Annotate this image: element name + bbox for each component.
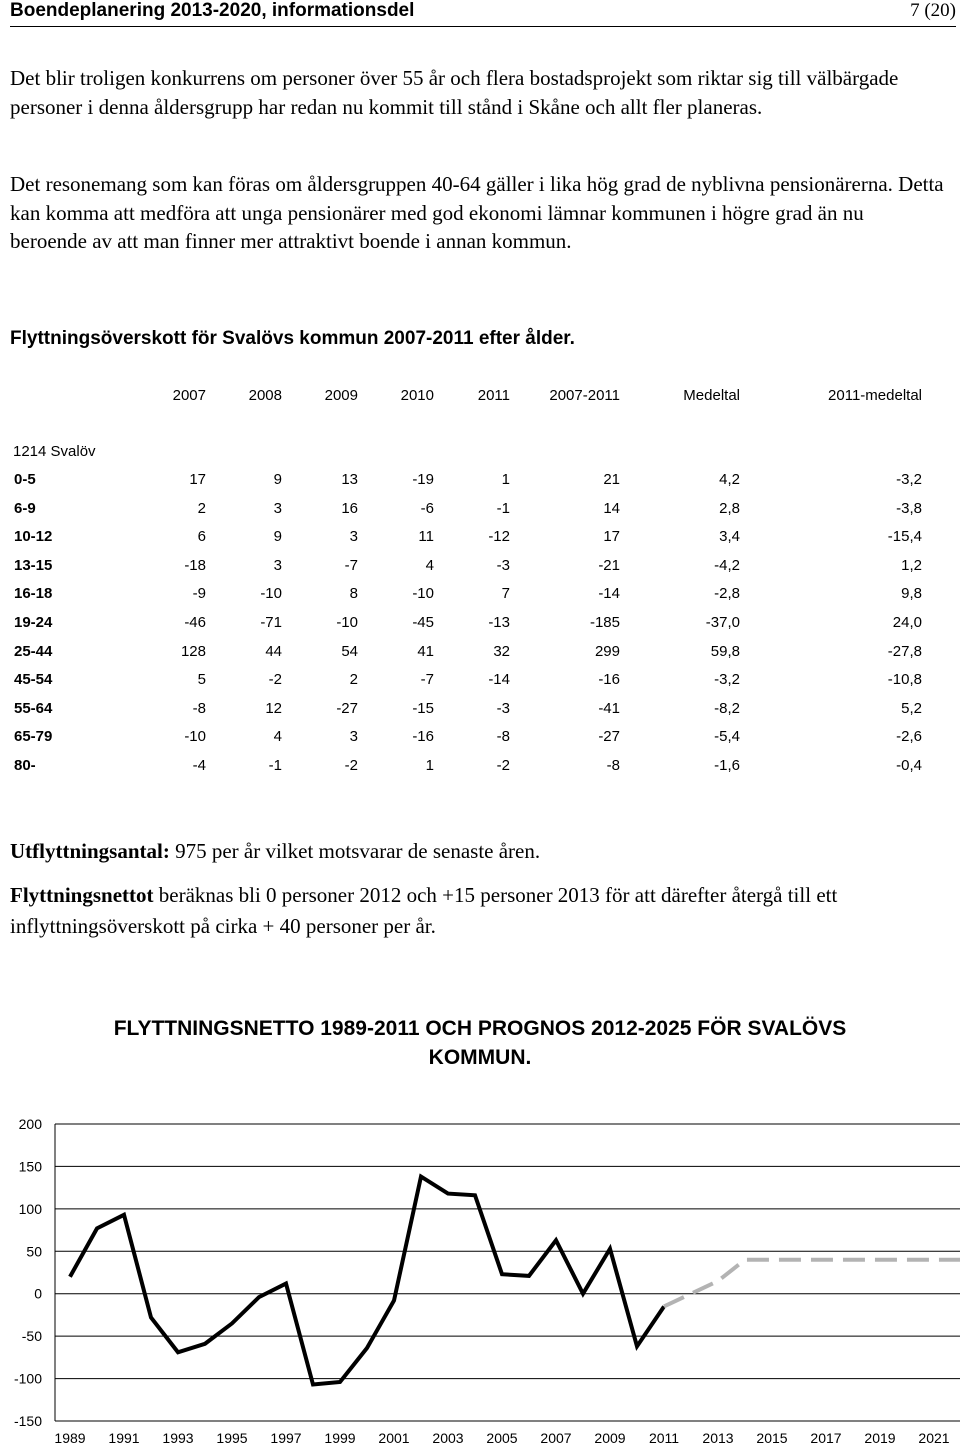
- x-tick-label: 2013: [702, 1430, 734, 1446]
- table-cell: -8: [192, 699, 206, 717]
- x-tick-label: 2005: [486, 1430, 518, 1446]
- table-row: [10, 585, 956, 605]
- table-cell: 2: [197, 499, 206, 517]
- table-cell: 24,0: [892, 614, 922, 631]
- table-cell: -4,2: [714, 556, 740, 574]
- x-tick-label: 1993: [162, 1430, 194, 1446]
- migration-line-chart: [0, 1100, 960, 1450]
- table-row: [10, 528, 956, 548]
- age-group-label: 13-15: [14, 556, 53, 574]
- table-cell: -10: [260, 585, 282, 603]
- table-cell: 6: [197, 528, 206, 546]
- table-cell: -27: [336, 699, 358, 717]
- table-row: [10, 671, 956, 691]
- table-title: Flyttningsöverskott för Svalövs kommun 2007-2011 efter ålder.: [10, 328, 575, 349]
- table-cell: -16: [412, 728, 434, 746]
- table-cell: 4: [273, 728, 282, 746]
- x-tick-label: 2009: [594, 1430, 626, 1446]
- table-cell: 11: [418, 528, 434, 546]
- x-tick-label: 1995: [216, 1430, 248, 1446]
- table-cell: 5,2: [901, 699, 922, 717]
- age-group-label: 10-12: [14, 528, 53, 546]
- column-header: Medeltal: [683, 387, 740, 404]
- table-cell: 13: [341, 471, 358, 488]
- table-cell: 2: [349, 671, 358, 689]
- table-cell: 9: [273, 471, 282, 488]
- age-group-label: 45-54: [14, 671, 53, 689]
- table-cell: 3: [349, 528, 358, 546]
- table-cell: -6: [420, 499, 434, 517]
- note-out-migration: [10, 836, 950, 867]
- column-header: 2011: [477, 387, 510, 404]
- age-group-label: 0-5: [14, 471, 36, 488]
- table-cell: -71: [260, 614, 282, 631]
- column-header: 2007: [172, 387, 206, 404]
- table-cell: 3: [273, 556, 282, 574]
- table-cell: -4: [192, 757, 206, 774]
- x-tick-label: 2007: [540, 1430, 572, 1446]
- column-header: 2007-2011: [549, 387, 620, 404]
- forecast-line: [664, 1260, 960, 1307]
- table-cell: -1: [268, 757, 282, 774]
- table-cell: 4,2: [719, 471, 740, 488]
- table-row: [10, 728, 956, 748]
- age-group-label: 19-24: [14, 614, 53, 631]
- table-cell: -15,4: [887, 528, 922, 546]
- table-cell: 14: [603, 499, 620, 517]
- x-tick-label: 1999: [324, 1430, 356, 1446]
- table-cell: -10,8: [887, 671, 922, 689]
- table-cell: -7: [420, 671, 434, 689]
- y-tick-label: 50: [26, 1243, 42, 1260]
- table-cell: 299: [594, 642, 620, 660]
- table-cell: -18: [184, 556, 206, 574]
- table-cell: -10: [412, 585, 434, 603]
- y-tick-label: 150: [18, 1158, 42, 1175]
- table-cell: -27: [598, 728, 620, 746]
- table-cell: -3,2: [714, 671, 740, 689]
- table-cell: 12: [265, 699, 282, 717]
- table-cell: -3: [496, 699, 510, 717]
- table-cell: 3: [349, 728, 358, 746]
- note-net-migration: [10, 880, 950, 942]
- table-cell: 9,8: [901, 585, 922, 603]
- table-cell: -3,8: [896, 499, 922, 517]
- table-cell: -14: [598, 585, 620, 603]
- x-tick-label: 2001: [378, 1430, 410, 1446]
- x-tick-label: 2015: [756, 1430, 788, 1446]
- table-cell: 8: [349, 585, 358, 603]
- x-tick-label: 2019: [864, 1430, 896, 1446]
- table-cell: -37,0: [705, 614, 740, 631]
- table-cell: -2: [268, 671, 282, 689]
- paragraph-competition: Det blir troligen konkurrens om personer över 55 år och flera bostadsprojekt som riktar sig till välbärgade personer i denna åldersgrupp har redan nu kommit till stånd i Skåne och allt fler planeras.: [10, 66, 899, 119]
- table-row: [10, 557, 956, 577]
- table-cell: -27,8: [887, 642, 922, 660]
- table-cell: -14: [488, 671, 510, 689]
- table-cell: 17: [189, 471, 206, 488]
- table-cell: -1: [496, 499, 510, 517]
- table-cell: -8,2: [714, 699, 740, 717]
- table-cell: 16: [341, 499, 358, 517]
- table-cell: -16: [598, 671, 620, 689]
- column-header: 2011-medeltal: [828, 387, 922, 404]
- table-cell: -19: [412, 471, 434, 488]
- table-cell: -0,4: [896, 757, 922, 774]
- table-cell: -5,4: [714, 728, 740, 746]
- table-cell: 44: [265, 642, 282, 660]
- y-tick-label: 0: [34, 1285, 42, 1302]
- y-tick-label: 100: [18, 1200, 42, 1217]
- table-cell: 7: [501, 585, 510, 603]
- x-tick-label: 2017: [810, 1430, 842, 1446]
- table-cell: 4: [425, 556, 434, 574]
- column-header: 2009: [324, 387, 358, 404]
- table-cell: 9: [273, 528, 282, 546]
- table-cell: -21: [598, 556, 620, 574]
- table-cell: 128: [180, 642, 206, 660]
- table-cell: -10: [336, 614, 358, 631]
- note-net-label: Flyttningsnettot: [10, 883, 154, 907]
- table-cell: -8: [606, 757, 620, 774]
- table-cell: -3: [496, 556, 510, 574]
- table-row: [10, 500, 956, 520]
- chart-title: FLYTTNINGSNETTO 1989-2011 OCH PROGNOS 2012-2025 FÖR SVALÖVS KOMMUN.: [113, 1017, 847, 1069]
- table-cell: -45: [412, 614, 434, 631]
- age-group-label: 55-64: [14, 699, 53, 717]
- table-cell: -12: [488, 528, 510, 546]
- table-cell: -8: [496, 728, 510, 746]
- table-row: [10, 643, 956, 663]
- page-header: [10, 0, 956, 27]
- age-group-label: 25-44: [14, 642, 53, 660]
- table-cell: 5: [197, 671, 206, 689]
- table-cell: 1: [501, 471, 510, 488]
- table-row: [10, 700, 956, 720]
- y-tick-label: -50: [21, 1328, 42, 1345]
- x-tick-label: 1997: [270, 1430, 302, 1446]
- table-cell: 21: [603, 471, 620, 488]
- table-cell: -13: [488, 614, 510, 631]
- table-cell: -3,2: [896, 471, 922, 488]
- age-group-label: 65-79: [14, 728, 53, 746]
- note-net-text: beräknas bli 0 personer 2012 och +15 personer 2013 för att därefter återgå till ett inflyttningsöverskott på cirka + 40 personer per år.: [10, 883, 838, 938]
- column-header: 2010: [400, 387, 434, 404]
- table-cell: -2: [496, 757, 510, 774]
- table-cell: -2: [344, 757, 358, 774]
- x-tick-label: 1991: [108, 1430, 140, 1446]
- table-cell: 59,8: [710, 642, 740, 660]
- column-header: 2008: [248, 387, 282, 404]
- table-row: [10, 614, 956, 634]
- table-cell: -185: [589, 614, 620, 631]
- table-cell: -15: [412, 699, 434, 717]
- table-cell: 3: [273, 499, 282, 517]
- y-tick-label: 200: [18, 1116, 42, 1132]
- document-title: Boendeplanering 2013-2020, informationsdel: [10, 0, 415, 21]
- note-out-label: Utflyttningsantal:: [10, 839, 170, 863]
- table-cell: -10: [184, 728, 206, 746]
- table-cell: 1,2: [901, 556, 922, 574]
- table-cell: 17: [603, 528, 620, 546]
- table-row: [10, 471, 956, 491]
- table-cell: 32: [493, 642, 510, 660]
- table-cell: 1: [425, 757, 434, 774]
- age-group-label: 80-: [14, 757, 36, 774]
- x-tick-label: 2021: [918, 1430, 950, 1446]
- page-number: 7 (20): [910, 0, 956, 21]
- table-cell: -46: [184, 614, 206, 631]
- table-cell: -9: [192, 585, 206, 603]
- table-cell: -2,8: [714, 585, 740, 603]
- table-cell: 2,8: [719, 499, 740, 517]
- table-cell: -1,6: [714, 757, 740, 774]
- actual-line: [70, 1177, 664, 1385]
- table-row: [10, 757, 956, 777]
- age-group-label: 16-18: [14, 585, 53, 603]
- x-tick-label: 2011: [648, 1430, 680, 1446]
- x-tick-label: 1989: [54, 1430, 86, 1446]
- table-cell: 3,4: [719, 528, 740, 546]
- y-tick-label: -150: [13, 1413, 42, 1429]
- table-cell: -7: [344, 556, 358, 574]
- table-cell: -41: [598, 699, 620, 717]
- table-cell: 41: [417, 642, 434, 660]
- paragraph-pensioners: Det resonemang som kan föras om åldersgruppen 40-64 gäller i lika hög grad de nyblivna pensionärerna. Detta kan komma att medföra att unga pensionärer med god ekonomi lämnar kommunen i högre grad än nu beroende av att man finner mer attraktivt boende i annan kommun.: [10, 172, 944, 253]
- age-group-label: 6-9: [14, 499, 36, 517]
- y-tick-label: -100: [13, 1370, 42, 1387]
- x-tick-label: 2003: [432, 1430, 464, 1446]
- table-cell: -2,6: [896, 728, 922, 746]
- note-out-text: 975 per år vilket motsvarar de senaste åren.: [169, 839, 541, 863]
- region-label: 1214 Svalöv: [13, 443, 96, 460]
- table-cell: 54: [341, 642, 358, 660]
